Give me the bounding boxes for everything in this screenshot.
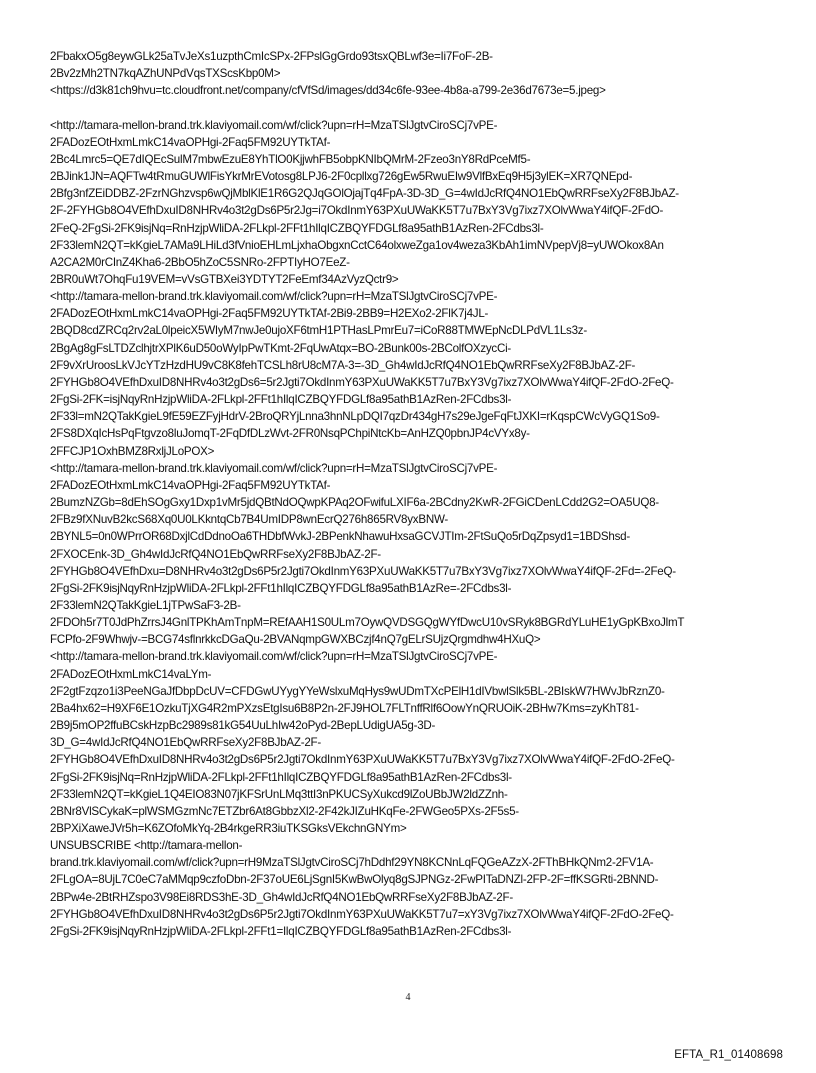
text-line: 2BgAg8gFsLTDZclhjtrXPlK6uD50oWyIpPwTKmt-2FqUwAtqx=BO-2Bunk00s-2BColfOXzycCi- (50, 341, 512, 355)
text-line: 2BumzNZGb=8dEhSOgGxy1Dxp1vMr5jdQBtNdOQwpKPAq2OFwifuLXIF6a-2BCdny2KwR-2FGiCDenLCdd2G2=OA5UQ8- (50, 496, 659, 510)
text-line: 2FADozEOtHxmLmkC14vaOPHgi-2Faq5FM92UYTkTAf-2Bi9-2BB9=H2EXo2-2FlK7j4JL- (50, 307, 489, 321)
text-line: 2F-2FYHGb8O4VEfhDxuID8NHRv4o3t2gDs6P5r2Jg=i7OkdInmY63PXuUWaKK5T7u7BxY3Vg7ixz7XOlvWwaY4ifQF-2FdO- (50, 204, 664, 218)
document-body (50, 48, 790, 940)
text-line: 2F9vXrUroosLkVJcYTzHzdHU9vC8K8fehTCSLh8rU8cM7A-3=-3D_Gh4wIdJcRfQ4NO1EbQwRRFseXy2F8BJbAZ-2F- (50, 358, 636, 372)
text-line: 2FFCJP1OxhBMZ8RxljJLoPOX> (50, 444, 215, 458)
document-id-footer: EFTA_R1_01408698 (674, 1049, 783, 1061)
text-line: UNSUBSCRIBE <http://tamara-mellon- (50, 839, 243, 853)
text-line: <http://tamara-mellon-brand.trk.klaviyomail.com/wf/click?upn=rH=MzaTSlJgtvCiroSCj7vPE- (50, 650, 498, 664)
text-line: 2FYHGb8O4VEfhDxu=D8NHRv4o3t2gDs6P5r2Jgti7OkdInmY63PXuUWaKK5T7u7BxY3Vg7ixz7XOlvWwaY4ifQF-2Fd=-2FeQ- (50, 564, 676, 578)
text-line: 2FgSi-2FK=isjNqyRnHzjpWliDA-2FLkpl-2FFt1hIlqICZBQYFDGLf8a95athB1AzRen-2FCdbs3l- (50, 393, 512, 407)
text-line: 2BPXiXaweJVr5h=K6ZOfoMkYq-2B4rkgeRR3iuTKSGksVEkchnGNYm> (50, 822, 407, 836)
text-line: 2FADozEOtHxmLmkC14vaOPHgi-2Faq5FM92UYTkTAf- (50, 135, 331, 149)
text-line: 2Bv2zMh2TN7kqAZhUNPdVqsTXScsKbp0M> (50, 67, 281, 81)
text-line: 2Bfg3nfZEiDDBZ-2FzrNGhzvsp6wQjMblKlE1R6G2QJqGOlOjajTq4FpA-3D-3D_G=4wIdJcRfQ4NO1EbQwRRFseXy2F8BJbAZ- (50, 187, 679, 201)
text-line: brand.trk.klaviyomail.com/wf/click?upn=rH9MzaTSlJgtvCiroSCj7hDdhf29YN8KCNnLqFQGeAZzX-2FThBHkQNm2-2FV1A- (50, 856, 654, 870)
text-line: 2BYNL5=0n0WPrrOR68DxjlCdDdnoOa6THDbfWvkJ-2BPenkNhawuHxsaGCVJTIm-2FtSuQo5rDqZpsyd1=1BDShsd- (50, 530, 630, 544)
text-line: 2FbakxO5g8eywGLk25aTvJeXs1uzpthCmIcSPx-2FPslGgGrdo93tsxQBLwf3e=Ii7FoF-2B- (50, 50, 493, 63)
text-line: 2FYHGb8O4VEfhDxuID8NHRv4o3t2gDs6P5r2Jgti7OkdInmY63PXuUWaKK5T7u7BxY3Vg7ixz7XOlvWwaY4ifQF-2FdO-2FeQ- (50, 753, 675, 767)
text-line: 2BJink1JN=AQFTw4tRmuGUWlFisYkrMrEVotosg8LPJ6-2F0cpllxg726gEw5RwuEIw9VlfBxEq9H5j3ylEK=XR7QNEpd- (50, 170, 633, 184)
text-line (50, 99, 790, 116)
text-line: <http://tamara-mellon-brand.trk.klaviyomail.com/wf/click?upn=rH=MzaTSlJgtvCiroSCj7vPE- (50, 118, 498, 132)
text-line: 3D_G=4wIdJcRfQ4NO1EbQwRRFseXy2F8BJbAZ-2F- (50, 736, 321, 750)
text-line: 2BR0uWt7OhqFu19VEM=vVsGTBXei3YDTYT2FeEmf34AzVyzQctr9> (50, 273, 399, 287)
text-line: 2BNr8VlSCykaK=plWSMGzmNc7ETZbr6At8GbbzXl2-2F42kJIZuHKqFe-2FWGeo5PXs-2F5s5- (50, 804, 519, 818)
text-line: 2FADozEOtHxmLmkC14vaOPHgi-2Faq5FM92UYTkTAf- (50, 478, 331, 492)
text-line: <http://tamara-mellon-brand.trk.klaviyomail.com/wf/click?upn=rH=MzaTSlJgtvCiroSCj7vPE- (50, 290, 498, 304)
text-line: 2FgSi-2FK9isjNqyRnHzjpWliDA-2FLkpl-2FFt1hIlqICZBQYFDGLf8a95athB1AzRe=-2FCdbs3l- (50, 581, 512, 595)
text-line: A2CA2M0rCInZ4Kha6-2BbO5hZoC5SNRo-2FPTIyHO7EeZ- (50, 255, 350, 269)
text-line: 2FBz9fXNuvB2kcS68Xq0U0LKkntqCb7B4UmIDP8wnEcrQ276h865RV8yxBNW- (50, 513, 449, 527)
text-line: FCPfo-2F9Whwjv-=BCG74sflnrkkcDGaQu-2BVANqmpGWXBCzjf4nQ7gELrSUjzQrgmdhw4HXuQ> (50, 633, 541, 647)
text-line: 2FLgOA=8UjL7C0eC7aMMqp9czfoDbn-2F37oUE6LjSgnI5KwBwOlyq8gSJPNGz-2FwPITaDNZl-2FP-2F=ffKSGRti-2BNND- (50, 873, 659, 887)
text-line: <http://tamara-mellon-brand.trk.klaviyomail.com/wf/click?upn=rH=MzaTSlJgtvCiroSCj7vPE- (50, 461, 498, 475)
text-line: 2FeQ-2FgSi-2FK9isjNq=RnHzjpWliDA-2FLkpl-2FFt1hIlqICZBQYFDGLf8a95athB1AzRen-2FCdbs3l- (50, 221, 544, 235)
text-line: 2F33lemN2QT=kKgieL7AMa9LHiLd3fVnioEHLmLjxhaObgxnCctC64olxweZga1ov4weza3KbAh1imNVpepVj8=yUWOkox8An (50, 238, 664, 252)
text-line: 2BPw4e-2BtRHZspo3V98Ei8RDS3hE-3D_Gh4wIdJcRfQ4NO1EbQwRRFseXy2F8BJbAZ-2F- (50, 890, 513, 904)
text-line: 2FYHGb8O4VEfhDxuID8NHRv4o3t2gDs6P5r2Jgti7OkdInmY63PXuUWaKK5T7u7=xY3Vg7ixz7XOlvWwaY4ifQF-2FdO-2FeQ- (50, 907, 674, 921)
text-line: 2FYHGb8O4VEfhDxuID8NHRv4o3t2gDs6=5r2Jgti7OkdInmY63PXuUWaKK5T7u7BxY3Vg7ixz7XOlvWwaY4ifQF-2FdO-2FeQ- (50, 375, 674, 389)
text-line: 2BQD8cdZRCq2rv2aL0lpeicX5WIyM7nwJe0ujoXF6tmH1PTHasLPmrEu7=iCoR88TMWEpNcDLPdVL1Ls3z- (50, 324, 587, 338)
text-line: 2F2gtFzqzo1i3PeeNGaJfDbpDcUV=CFDGwUYygYYeWslxuMqHys9wUDmTXcPElH1dIVbwlSlk5BL-2BIskW7HWvJbRznZ0- (50, 684, 665, 698)
page-number: 4 (405, 992, 411, 1003)
text-line: 2FS8DXqIcHsPqFtgvzo8luJomqT-2FqDfDLzWvt-2FR0NsqPChpiNtcKb=AnHZQ0pbnJP4cVYx8y- (50, 427, 530, 441)
text-line: 2F33l=mN2QTakKgieL9fE59EZFyjHdrV-2BroQRYjLnna3hnNLpDQI7qzDr434gH7s29eJgeFqFtJXKI=rKqspCWcVyGQ1So9- (50, 410, 660, 424)
text-line: <https://d3k81ch9hvu=tc.cloudfront.net/company/cfVfSd/images/dd34c6fe-93ee-4b8a-a799-2e36d7673e=5.jpeg> (50, 84, 606, 98)
text-line: 2B9j5mOP2ffuBCskHzpBc2989s81kG54UuLhIw42oPyd-2BepLUdigUA5g-3D- (50, 719, 436, 733)
text-line: 2Bc4Lmrc5=QE7dIQEcSulM7mbwEzuE8YhTlO0KjjwhFB5obpKNIbQMrM-2Fzeo3nY8RdPceMf5- (50, 152, 531, 166)
text-line: 2FDOh5r7T0JdPhZrrsJ4GnlTPKhAmTnpM=REfAAH1S0ULm7OywQVDSGQgWYfDwcU10vSRyk8BGRdYLuHE1yGpKBxoJlmT (50, 616, 685, 630)
text-line: 2FgSi-2FK9isjNq=RnHzjpWliDA-2FLkpl-2FFt1hIlqICZBQYFDGLf8a95athB1AzRen-2FCdbs3l- (50, 770, 512, 784)
text-line: 2F33lemN2QTakKgieL1jTPwSaF3-2B- (50, 598, 241, 612)
text-line: 2FADozEOtHxmLmkC14vaLYm- (50, 667, 212, 681)
text-line: 2Ba4hx62=H9XF6E1OzkuTjXG4R2mPXzsEtgIsu6B8P2n-2FJ9HOL7FLTnffRlf6OowYnQRUOiK-2BHw7Kms=zyKhT81- (50, 701, 639, 715)
text-line: 2FXOCEnk-3D_Gh4wIdJcRfQ4NO1EbQwRRFseXy2F8BJbAZ-2F- (50, 547, 381, 561)
text-line: 2F33lemN2QT=kKgieL1Q4EIO83N07jKFSrUnLMq3ttI3nPKUCSyXukcd9lZoUBbJW2ldZZnh- (50, 787, 508, 801)
text-line: 2FgSi-2FK9isjNqyRnHzjpWliDA-2FLkpl-2FFt1=IlqICZBQYFDGLf8a95athB1AzRen-2FCdbs3l- (50, 924, 512, 938)
